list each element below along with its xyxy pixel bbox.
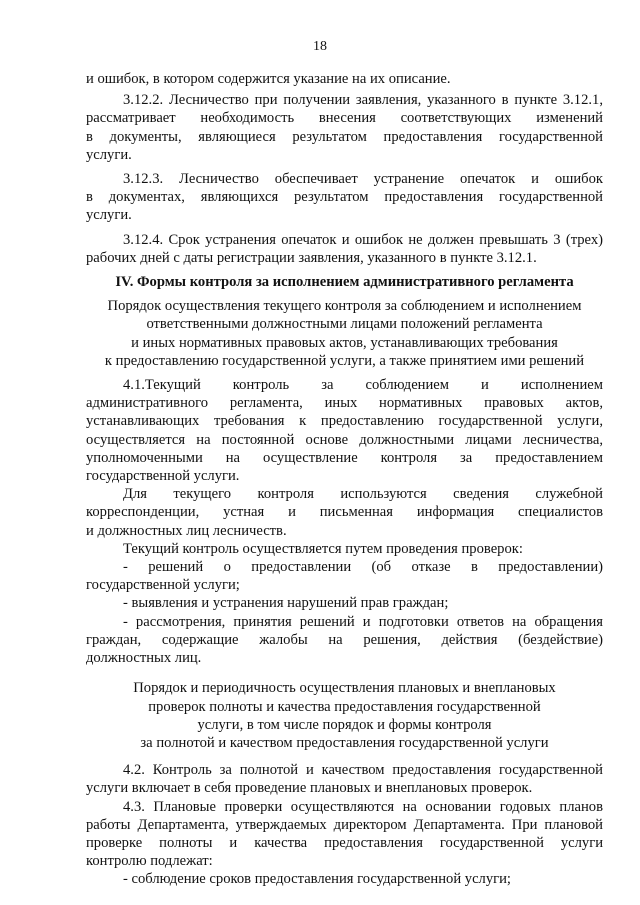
- text-column: [86, 70, 603, 889]
- text-line: и ошибок, в котором содержится указание на их описание.: [86, 71, 451, 87]
- subsection-heading: Порядок осуществления текущего контроля за соблюдением и исполнением: [107, 298, 582, 315]
- text-line: рассматривает необходимость внесения соответствующих изменений: [86, 110, 603, 127]
- text-line: 3.12.4. Срок устранения опечаток и ошибок не должен превышать 3 (трех): [123, 231, 603, 248]
- subsection-heading: и иных нормативных правовых актов, устанавливающих требования: [131, 334, 558, 351]
- text-line: 4.1.Текущий контроль за соблюдением и исполнением: [123, 377, 603, 394]
- text-line: должностных лиц.: [86, 650, 202, 667]
- text-line: услуги.: [86, 146, 132, 163]
- section-heading: IV. Формы контроля за исполнением административного регламента: [115, 274, 574, 291]
- text-line: осуществляется на постоянной основе должностными лицами лесничества,: [86, 431, 603, 448]
- text-line: - рассмотрения, принятия решений и подготовки ответов на обращения: [123, 613, 603, 630]
- text-line: рабочих дней с даты регистрации заявления, указанного в пункте 3.12.1.: [86, 249, 537, 266]
- text-line: граждан, содержащие жалобы на решения, действия (бездействие): [86, 631, 603, 648]
- text-line: услуги.: [86, 207, 132, 224]
- page-number: 18: [313, 39, 327, 54]
- text-line: 4.2. Контроль за полнотой и качеством предоставления государственной: [123, 762, 603, 779]
- subsection-heading: к предоставлению государственной услуги, а также принятием ими решений: [104, 352, 585, 369]
- text-line: 4.3. Плановые проверки осуществляются на основании годовых планов: [123, 798, 603, 815]
- subsection-heading: Порядок и периодичность осуществления плановых и внеплановых: [133, 680, 556, 697]
- text-line: в документах, являющихся результатом предоставления государственной: [86, 189, 603, 206]
- subsection-heading: проверок полноты и качества предоставления государственной: [148, 698, 541, 715]
- text-line: корреспонденции, устная и письменная информация специалистов: [86, 504, 603, 521]
- text-line: административного регламента, иных нормативных правовых актов,: [86, 395, 603, 412]
- text-line: устанавливающих требования к предоставлению государственной услуги,: [86, 413, 603, 430]
- text-line: - соблюдение сроков предоставления государственной услуги;: [123, 871, 511, 888]
- text-line: контролю подлежат:: [86, 853, 213, 870]
- text-line: проверке полноты и качества предоставления государственной услуги: [86, 834, 603, 851]
- text-line: Текущий контроль осуществляется путем проведения проверок:: [123, 540, 523, 557]
- text-line: работы Департамента, утверждаемых директором Департамента. При плановой: [86, 816, 603, 833]
- text-line: в документы, являющиеся результатом предоставления государственной: [86, 128, 603, 145]
- subsection-heading: услуги, в том числе порядок и формы контроля: [197, 716, 492, 733]
- text-line: 3.12.3. Лесничество обеспечивает устранение опечаток и ошибок: [123, 171, 603, 188]
- text-line: 3.12.2. Лесничество при получении заявления, указанного в пункте 3.12.1,: [123, 92, 603, 109]
- text-line: уполномоченными на осуществление контроля за предоставлением: [86, 449, 603, 466]
- text-line: государственной услуги;: [86, 577, 240, 594]
- text-line: услуги включает в себя проведение плановых и внеплановых проверок.: [86, 780, 533, 797]
- text-line: Для текущего контроля используются сведения служебной: [123, 486, 603, 503]
- text-line: - решений о предоставлении (об отказе в предоставлении): [123, 559, 603, 576]
- subsection-heading: ответственными должностными лицами положений регламента: [146, 316, 543, 333]
- text-line: государственной услуги.: [86, 468, 240, 485]
- text-line: - выявления и устранения нарушений прав граждан;: [123, 595, 449, 612]
- subsection-heading: за полнотой и качеством предоставления государственной услуги: [140, 734, 549, 751]
- text-line: и должностных лиц лесничеств.: [86, 522, 287, 539]
